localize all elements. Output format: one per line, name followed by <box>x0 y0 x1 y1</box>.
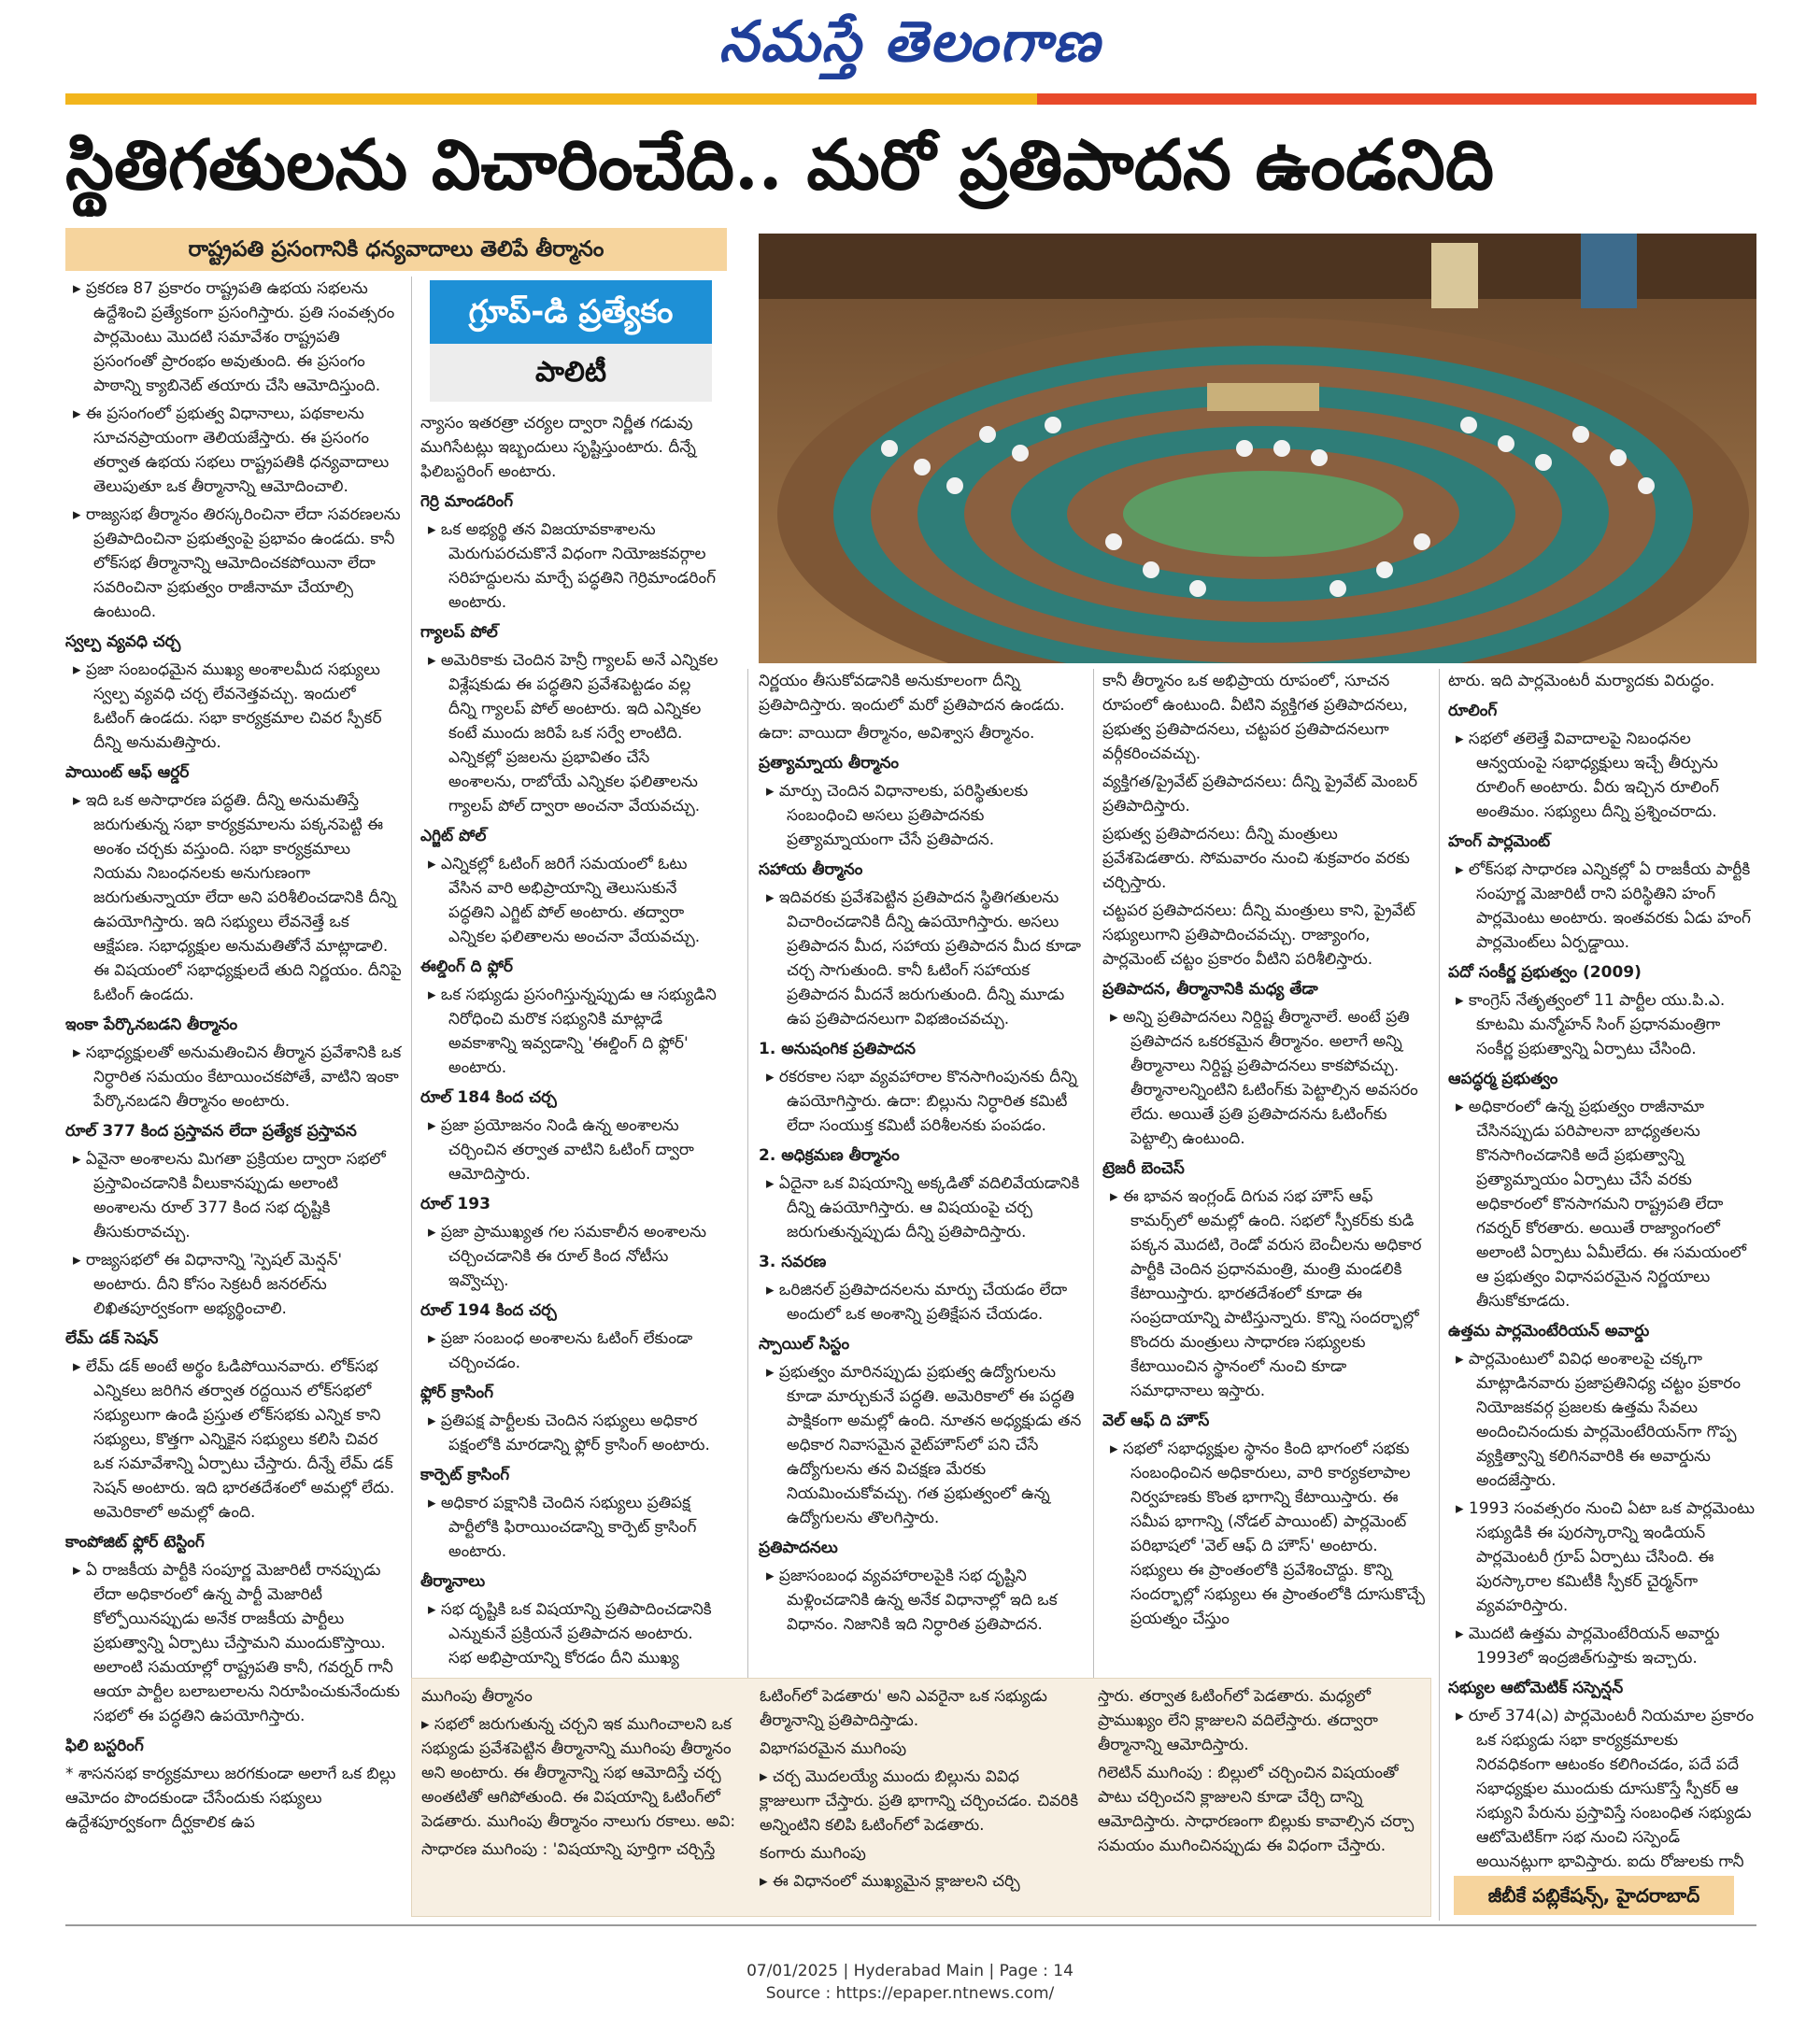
paragraph: ▸ ఏ రాజకీయ పార్టీకి సంపూర్ణ మెజారిటీ రానప్పుడు లేదా అధికారంలో ఉన్న పార్టీ మెజారిటీ కోల్పోయినప్పుడు అనేక రాజకీయ పార్టీలు ప్రభుత్వాన్ని ఏర్పాటు చేస్తామని ముందుకొస్తాయి. అలాంటి సమయాల్లో రాష్ట్రపతి కానీ, గవర్నర్ గానీ ఆయా పార్టీల బలాబలాలను నిరూపించుకునేందుకు సభలో ఈ పద్ధతిని ఉపయోగిస్తారు. <box>73 1561 401 1725</box>
column-5-body <box>1448 669 1756 1872</box>
paragraph: ▸ మార్పు చెందిన విధానాలకు, పరిస్థితులకు సంబంధించి అసలు ప్రతిపాదనకు ప్రత్యామ్నాయంగా చేసే ప్రతిపాదన. <box>766 782 1029 849</box>
subheading: 2. అధిక్రమణ తీర్మానం <box>759 1146 900 1165</box>
paragraph: ▸ ప్రజా సంబంధమైన ముఖ్య అంశాలమీద సభ్యులు స్వల్ప వ్యవధి చర్చ లేవనెత్తవచ్చు. ఇందులో ఓటింగ్ ఉండదు. సభా కార్యక్రమాల చివర స్పీకర్ దీన్ని అనుమతిస్తారు. <box>73 660 382 752</box>
paragraph: ▸ అమెరికాకు చెందిన హెన్రీ గ్యాలప్ అనే ఎన్నికల విశ్లేషకుడు ఈ పద్ధతిని ప్రవేశపెట్టడం వల్ల దీన్ని గ్యాలప్ పోల్ అంటారు. ఇది ఎన్నికల కంటే ముందు జరిపే ఒక సర్వే లాంటిది. ఎన్నికల్లో ప్రజలను ప్రభావితం చేసే అంశాలను, రాబోయే ఎన్నికల ఫలితాలను గ్యాలప్ పోల్ ద్వారా అంచనా వేయవచ్చు. <box>428 651 718 816</box>
subheading: ఉత్తమ పార్లమెంటేరియన్ అవార్డు <box>1448 1322 1650 1341</box>
closure-column-3 <box>1098 1684 1420 1913</box>
banner-title: గ్రూప్-డి ప్రత్యేకం <box>430 280 712 344</box>
subheading: సహాయ తీర్మానం <box>759 860 863 879</box>
bottom-rule <box>65 1924 1756 1926</box>
paragraph: టారు. ఇది పార్లమెంటరీ మర్యాదకు విరుద్ధం. <box>1448 672 1715 690</box>
paragraph: ▸ అన్ని ప్రతిపాదనలు నిర్దిష్ట తీర్మానాలే. అంటే ప్రతి ప్రతిపాదన ఒకరకమైన తీర్మానం. అలాగే అన్ని తీర్మానాలు నిర్దిష్ట ప్రతిపాదనలు కాకపోవచ్చు. తీర్మానాలన్నింటిని ఓటింగ్‌కు పెట్టాల్సిన అవసరం లేదు. అయితే ప్రతి ప్రతిపాదనను ఓటింగ్‌కు పెట్టాల్సి ఉంటుంది. <box>1110 1008 1418 1148</box>
paragraph: ▸ ఈ విధానంలో ముఖ్యమైన క్లాజులని చర్చి <box>760 1872 1020 1891</box>
subheading: స్వల్ప వ్యవధి చర్చ <box>65 632 181 651</box>
paragraph: సాధారణ ముగింపు : 'విషయాన్ని పూర్తిగా చర్చిస్తే <box>421 1840 716 1859</box>
subheading: విభాగపరమైన ముగింపు <box>760 1739 907 1758</box>
footer-source-link[interactable]: Source : https://epaper.ntnews.com/ <box>765 1984 1055 2003</box>
article-column-5 <box>1448 669 1756 1872</box>
paragraph: ▸ సభలో సభాధ్యక్షుల స్థానం కింది భాగంలో సభకు సంబంధించిన అధికారులు, వారి కార్యకలాపాల నిర్వహణకు కొంత భాగాన్ని కేటాయిస్తారు. ఈ సమీప భాగాన్ని (నోడల్ పాయింట్) పార్లమెంట్ పరిభాషలో 'వెల్ ఆఫ్ ది హౌస్' అంటారు. సభ్యులు ఈ ప్రాంతంలోకి ప్రవేశించొద్దు. కొన్ని సందర్భాల్లో సభ్యులు ఈ ప్రాంతంలోకి దూసుకొచ్చే ప్రయత్నం చేస్తుం <box>1110 1440 1426 1628</box>
subheading: రూల్ 193 <box>420 1195 491 1213</box>
article-column-2 <box>420 411 719 1672</box>
subheading: ముగింపు తీర్మానం <box>421 1687 533 1706</box>
column-2-body <box>420 411 719 1672</box>
paragraph: ఓటింగ్‌లో పెడతారు' అని ఎవరైనా ఒక సభ్యుడు తీర్మానాన్ని ప్రతిపాదిస్తాడు. <box>760 1687 1047 1730</box>
column-divider <box>747 669 748 1678</box>
paragraph: ▸ ఒక సభ్యుడు ప్రసంగిస్తున్నప్పుడు ఆ సభ్యుడిని నిరోధించి మరొక సభ్యునికి మాట్లాడే అవకాశాన్ని ఇవ్వడాన్ని 'ఈల్డింగ్ ది ఫ్లోర్' అంటారు. <box>428 986 717 1077</box>
article-column-3 <box>759 669 1086 1673</box>
subheading: తీర్మానాలు <box>420 1572 486 1591</box>
subheading: హంగ్ పార్లమెంట్ <box>1448 832 1551 851</box>
paragraph: ▸ ఈ భావన ఇంగ్లండ్ దిగువ సభ హౌస్ ఆఫ్ కామర్స్‌లో అమల్లో ఉంది. సభలో స్పీకర్‌కు కుడి పక్కన మొదటి, రెండో వరుస బెంచీలను అధికార పార్టీకి చెందిన ప్రధానమంత్రి, మంత్రి మండలికి కేటాయిస్తారు. భారతదేశంలో కూడా ఈ సంప్రదాయాన్ని పాటిస్తున్నారు. కొన్ని సందర్భాల్లో కొందరు మంత్రులు సాధారణ సభ్యులకు కేటాయించిన స్థానంలో నుంచి కూడా సమాధానాలు ఇస్తారు. <box>1110 1187 1422 1400</box>
paragraph: ▸ సభలో తలెత్తే వివాదాలపై నిబంధనల ఆన్వయంపై సభాధ్యక్షులు ఇచ్చే తీర్పును రూలింగ్ అంటారు. వీరు ఇచ్చిన రూలింగ్ అంతిమం. సభ్యులు దీన్ని ప్రశ్నించరాదు. <box>1456 730 1719 821</box>
paragraph: ▸ లేమ్ డక్ అంటే అర్థం ఓడిపోయినవారు. లోక్‌సభ ఎన్నికలు జరిగిన తర్వాత రద్దయిన లోక్‌సభలో సభ్యులుగా ఉండి ప్రస్తుత లోక్‌సభకు ఎన్నిక కాని సభ్యులు, కొత్తగా ఎన్నికైన సభ్యులు కలిసి చివర ఒక సమావేశాన్ని ఏర్పాటు చేస్తారు. దీన్నే లేమ్ డక్ సెషన్ అంటారు. ఇది భారతదేశంలో అమల్లో లేదు. అమెరికాలో అమల్లో ఉంది. <box>73 1357 395 1522</box>
article-column-1 <box>65 277 402 1921</box>
paragraph: ▸ సభాధ్యక్షులతో అనుమతించిన తీర్మాన ప్రవేశానికి ఒక నిర్ధారిత సమయం కేటాయించకపోతే, వాటిని ఇంకా పేర్కొనబడని తీర్మానం అంటారు. <box>73 1043 402 1111</box>
paragraph: ▸ పార్లమెంటులో వివిధ అంశాలపై చక్కగా మాట్లాడినవారు ప్రజాప్రతినిధ్య చట్టం ప్రకారం నియోజకవర్గ ప్రజలకు ఉత్తమ సేవలు అందించినందుకు పార్లమెంటేరియన్‌గా గొప్ప వ్యక్తిత్వాన్ని కలిగినవారికి ఈ అవార్డును అందజేస్తారు. <box>1456 1350 1742 1490</box>
top-rule-accent <box>1037 93 1756 105</box>
section-subheading: రాష్ట్రపతి ప్రసంగానికి ధన్యవాదాలు తెలిపే తీర్మానం <box>65 228 727 271</box>
subheading: సభ్యుల ఆటోమెటిక్ సస్పెన్షన్ <box>1448 1679 1624 1697</box>
paragraph: ▸ ప్రజా సంబంధ అంశాలను ఓటింగ్ లేకుండా చర్చించడం. <box>428 1329 693 1372</box>
paragraph: ▸ ప్రజాసంబంధ వ్యవహారాలపైకి సభ దృష్టిని మళ్లించడానికి ఉన్న అనేక విధానాల్లో ఇది ఒక విధానం. నిజానికి ఇది నిర్ధారిత ప్రతిపాదన. <box>766 1567 1058 1634</box>
subheading: రూల్ 194 కింద చర్చ <box>420 1301 557 1320</box>
paragraph: ▸ రాజ్యసభ తీర్మానం తిరస్కరించినా లేదా సవరణలను ప్రతిపాదించినా ప్రభుత్వంపై ప్రభావం ఉండదు. కానీ లోక్‌సభ తీర్మానాన్ని ఆమోదించకపోయినా లేదా సవరించినా ప్రభుత్వం రాజీనామా చేయాల్సి ఉంటుంది. <box>73 505 401 621</box>
subheading: 1. అనుషంగిక ప్రతిపాదన <box>759 1040 916 1058</box>
paragraph: ▸ ఇదివరకు ప్రవేశపెట్టిన ప్రతిపాదన స్థితిగతులను విచారించడానికి దీన్ని ఉపయోగిస్తారు. అసలు ప్రతిపాదన మీద, సహాయ ప్రతిపాదన మీద కూడా చర్చ సాగుతుంది. కానీ ఓటింగ్ సహాయక ప్రతిపాదన మీదనే జరుగుతుంది. దీన్ని మూడు ఉప ప్రతిపాదనలుగా విభజించవచ్చు. <box>766 888 1082 1029</box>
column-1-body <box>65 277 402 1835</box>
subheading: కాంపోజిట్ ఫ్లోర్ టెస్టింగ్ <box>65 1533 205 1552</box>
article-column-4 <box>1102 669 1429 1673</box>
subheading: కార్పెట్ క్రాసింగ్ <box>420 1466 510 1484</box>
subheading: గెర్రి మాండరింగ్ <box>420 492 513 511</box>
closure-column-1-body <box>421 1684 744 1862</box>
subheading: ఈల్డింగ్ ది ఫ్లోర్ <box>420 958 513 976</box>
paragraph: ▸ ప్రకరణ 87 ప్రకారం రాష్ట్రపతి ఉభయ సభలను ఉద్దేశించి ప్రత్యేకంగా ప్రసంగిస్తారు. ప్రతి సంవత్సరం పార్లమెంటు మొదటి సమావేశం రాష్ట్రపతి ప్రసంగంతో ప్రారంభం అవుతుంది. ఈ ప్రసంగం పాఠాన్ని క్యాబినెట్ తయారు చేసి ఆమోదిస్తుంది. <box>73 279 395 395</box>
column-divider <box>1093 669 1094 1678</box>
paragraph: స్తారు. తర్వాత ఓటింగ్‌లో పెడతారు. మధ్యలో ప్రాముఖ్యం లేని క్లాజులని వదిలేస్తారు. తద్వారా తీర్మానాన్ని ఆమోదిస్తారు. <box>1098 1687 1378 1754</box>
subheading: లేమ్ డక్ సెషన్ <box>65 1329 159 1348</box>
paragraph: ▸ రాజ్యసభలో ఈ విధానాన్ని 'స్పెషల్ మెన్షన్' అంటారు. దీని కోసం సెక్రటరీ జనరల్‌ను లిఖితపూర్వకంగా అభ్యర్థించాలి. <box>73 1251 343 1318</box>
footer-edition-info: 07/01/2025 | Hyderabad Main | Page : 14 <box>746 1962 1074 1980</box>
subheading: స్పాయిల్ సిస్టం <box>759 1335 850 1354</box>
paragraph: ▸ ప్రజా ప్రాముఖ్యత గల సమకాలీన అంశాలను చర్చించడానికి ఈ రూల్ కింద నోటీసు ఇవ్వొచ్చు. <box>428 1223 707 1290</box>
parliament-chamber-illustration <box>759 234 1756 663</box>
paragraph: ▸ చర్చ మొదలయ్యే ముందు బిల్లును వివిధ క్లాజులుగా చేస్తారు. ప్రతి భాగాన్ని చర్చించడం. చివరికి అన్నింటిని కలిపి ఓటింగ్‌లో పెడతారు. <box>760 1767 1079 1835</box>
subheading: రూలింగ్ <box>1448 702 1498 720</box>
paragraph: ▸ ఇది ఒక అసాధారణ పద్ధతి. దీన్ని అనుమతిస్తే జరుగుతున్న సభా కార్యక్రమాలను పక్కనపెట్టి ఈ అంశం చర్చకు వస్తుంది. సభా కార్యక్రమాలు నియమ నిబంధనలకు అనుగుణంగా జరుగుతున్నాయా లేదా అని పరిశీలించడానికి దీన్ని ఉపయోగిస్తారు. ఇది సభ్యులు లేవనెత్తే ఒక ఆక్షేపణ. సభాధ్యక్షుల అనుమతితోనే మాట్లాడాలి. ఈ విషయంలో సభాధ్యక్షులదే తుది నిర్ణయం. దీనిపై ఓటింగ్ ఉండదు. <box>73 791 402 1004</box>
page-footer <box>0 1960 1820 2005</box>
paragraph: ▸ ప్రతిపక్ష పార్టీలకు చెందిన సభ్యులు అధికార పక్షంలోకి మారడాన్ని ఫ్లోర్ క్రాసింగ్ అంటారు. <box>428 1412 710 1454</box>
subheading: పాయింట్ ఆఫ్ ఆర్డర్ <box>65 763 190 782</box>
closure-column-3-body <box>1098 1684 1420 1858</box>
subheading: గ్యాలప్ పోల్ <box>420 623 498 642</box>
column-divider <box>1439 669 1440 1921</box>
subheading: ప్రత్యామ్నాయ తీర్మానం <box>759 754 899 773</box>
parliament-photo <box>759 234 1756 663</box>
closure-column-2-body <box>760 1684 1082 1894</box>
subheading: వెల్ ఆఫ్ ది హౌస్ <box>1102 1412 1210 1430</box>
paragraph: న్యాసం ఇతరత్రా చర్యల ద్వారా నిర్ణీత గడువు ముగిసేటట్లు ఇబ్బందులు సృష్టిస్తుంటారు. దీన్నే ఫిలిబస్టరింగ్ అంటారు. <box>420 414 696 481</box>
paragraph: ▸ సభలో జరుగుతున్న చర్చని ఇక ముగించాలని ఒక సభ్యుడు ప్రవేశపెట్టిన తీర్మానాన్ని ముగింపు తీర్మానం అని అంటారు. ఈ తీర్మానాన్ని సభ ఆమోదిస్తే చర్చ అంతటితో ఆగిపోతుంది. ఈ విషయాన్ని ఓటింగ్‌లో పెడతారు. ముగింపు తీర్మానం నాలుగు రకాలు. అవి: <box>421 1715 736 1831</box>
subheading: ఫిలి బస్టరింగ్ <box>65 1737 144 1755</box>
closure-column-2 <box>760 1684 1082 1913</box>
paragraph: ▸ కాంగ్రెస్ నేతృత్వంలో 11 పార్టీల యు.పి.ఎ. కూటమి మన్మోహన్ సింగ్ ప్రధానమంత్రిగా సంకీర్ణ ప్రభుత్వాన్ని ఏర్పాటు చేసింది. <box>1456 991 1726 1058</box>
subheading: ఆపద్ధర్మ ప్రభుత్వం <box>1448 1070 1558 1088</box>
paragraph: ▸ రూల్ 374(ఎ) పార్లమెంటరీ నియమాల ప్రకారం ఒక సభ్యుడు సభా కార్యక్రమాలకు నిరవధికంగా ఆటంకం కలిగించడం, పదే పదే సభాధ్యక్షుల ముందుకు దూసుకొస్తే స్పీకర్ ఆ సభ్యుని పేరును ప్రస్తావిస్తే సంబంధిత సభ్యుడు ఆటోమెటిక్‌గా సభ నుంచి సస్పెండ్ అయినట్లుగా భావిస్తారు. ఐదు రోజులకు గానీ <box>1456 1707 1755 1871</box>
paragraph: ఉదా: వాయిదా తీర్మానం, అవిశ్వాస తీర్మానం. <box>759 724 1035 743</box>
subheading: రూల్ 184 కింద చర్చ <box>420 1088 557 1107</box>
subheading: ప్రతిపాదన, తీర్మానానికి మధ్య తేడా <box>1102 980 1318 999</box>
paragraph: ▸ ఒక అభ్యర్థి తన విజయావకాశాలను మెరుగుపరచుకొనే విధంగా నియోజకవర్గాల సరిహద్దులను మార్చే పద్ధతిని గెర్రిమాండరింగ్ అంటారు. <box>428 520 717 612</box>
paragraph: ▸ ప్రభుత్వం మారినప్పుడు ప్రభుత్వ ఉద్యోగులను కూడా మార్చుకునే పద్ధతి. అమెరికాలో ఈ పద్ధతి పాక్షికంగా అమల్లో ఉంది. నూతన అధ్యక్షుడు తన అధికార నివాసమైన వైట్‌హౌస్‌లో పని చేసే ఉద్యోగులను తన విచక్షణ మేరకు నియమించుకోవచ్చు. గత ప్రభుత్వంలో ఉన్న ఉద్యోగులను తొలగిస్తారు. <box>766 1363 1082 1527</box>
column-3-body <box>759 669 1086 1637</box>
paragraph: ▸ ఒరిజినల్ ప్రతిపాదనలను మార్పు చేయడం లేదా అందులో ఒక అంశాన్ని ప్రతిక్షేపన చేయడం. <box>766 1281 1068 1324</box>
subheading: ట్రెజరీ బెంచెస్ <box>1102 1159 1185 1178</box>
subheading: పదో సంకీర్ణ ప్రభుత్వం (2009) <box>1448 963 1642 982</box>
paragraph: ▸ సభ దృష్టికి ఒక విషయాన్ని ప్రతిపాదించడానికి ఎన్నుకునే ప్రక్రియనే ప్రతిపాదన అంటారు. సభ అభిప్రాయాన్ని కోరడం దీని ముఖ్య <box>428 1600 712 1667</box>
subheading: 3. సవరణ <box>759 1253 827 1271</box>
paragraph: ▸ ఎన్నికల్లో ఓటింగ్ జరిగే సమయంలో ఓటు వేసిన వారి అభిప్రాయాన్ని తెలుసుకునే పద్ధతిని ఎగ్జిట్ పోల్ అంటారు. తద్వారా ఎన్నికల ఫలితాలను అంచనా వేయవచ్చు. <box>428 855 701 946</box>
section-banner <box>430 280 712 402</box>
paragraph: ▸ లోక్‌సభ సాధారణ ఎన్నికల్లో ఏ రాజకీయ పార్టీకి సంపూర్ణ మెజారిటీ రాని పరిస్థితిని హంగ్ పార్లమెంటు అంటారు. ఇంతవరకు ఏడు హంగ్ పార్లమెంట్‌లు ఏర్పడ్డాయి. <box>1456 860 1751 952</box>
paragraph: గిలెటిన్ ముగింపు : బిల్లులో చర్చించిన విషయంతో పాటు చర్చించని క్లాజులని కూడా చేర్చి దాన్ని ఆమోదిస్తారు. సాధారణంగా బిల్లుకు కావాల్సిన చర్చా సమయం ముగించినప్పుడు ఈ విధంగా చేస్తారు. <box>1098 1764 1415 1855</box>
column-4-body <box>1102 669 1429 1631</box>
paragraph: ▸ ప్రజా ప్రయోజనం నిండి ఉన్న అంశాలను చర్చించిన తర్వాత వాటిని ఓటింగ్ ద్వారా ఆమోదిస్తారు. <box>428 1116 694 1184</box>
paragraph: ▸ ఏదైనా ఒక విషయాన్ని అక్కడితో వదిలివేయడానికి దీన్ని ఉపయోగిస్తారు. ఆ విషయంపై చర్చ జరుగుతున్నప్పుడు దీన్ని ప్రతిపాదిస్తారు. <box>766 1174 1080 1242</box>
masthead-logo: నమస్తే తెలంగాణ <box>718 9 1102 75</box>
closure-column-1 <box>421 1684 744 1913</box>
column-divider <box>411 277 412 1678</box>
paragraph: ▸ ఏవైనా అంశాలను మిగతా ప్రక్రియల ద్వారా సభలో ప్రస్తావించడానికి వీలుకానప్పుడు అలాంటి అంశాలను రూల్ 377 కింద సభ దృష్టికి తీసుకురావచ్చు. <box>73 1150 386 1242</box>
paragraph: నిర్ణయం తీసుకోవడానికి అనుకూలంగా దీన్ని ప్రతిపాదిస్తారు. ఇందులో మరో ప్రతిపాదన ఉండదు. <box>759 672 1065 715</box>
paragraph: ▸ 1993 సంవత్సరం నుంచి ఏటా ఒక పార్లమెంటు సభ్యుడికి ఈ పురస్కారాన్ని ఇండియన్ పార్లమెంటరీ గ్రూప్ ఏర్పాటు చేసింది. ఈ పురస్కారాల కమిటీకి స్పీకర్ చైర్మన్‌గా వ్యవహరిస్తారు. <box>1456 1499 1755 1615</box>
paragraph: ▸ అధికార పక్షానికి చెందిన సభ్యులు ప్రతిపక్ష పార్టీలోకి ఫిరాయించడాన్ని కార్పెట్ క్రాసింగ్ అంటారు. <box>428 1494 697 1561</box>
paragraph: * శాసనసభ కార్యక్రమాలు జరగకుండా అలాగే ఒక బిల్లు ఆమోదం పొందకుండా చేసేందుకు సభ్యులు ఉద్దేశపూర్వకంగా దీర్ఘకాలిక ఉప <box>65 1765 396 1832</box>
publisher-credit: జీబీకే పబ్లికేషన్స్, హైదరాబాద్ <box>1454 1876 1734 1915</box>
paragraph: ప్రభుత్వ ప్రతిపాదనలు: దీన్ని మంత్రులు ప్రవేశపెడతారు. సోమవారం నుంచి శుక్రవారం వరకు చర్చిస్తారు. <box>1102 825 1410 892</box>
subheading: కంగారు ముగింపు <box>760 1844 866 1863</box>
banner-subject: పాలిటీ <box>430 344 712 402</box>
paragraph: ▸ మొదటి ఉత్తమ పార్లమెంటేరియన్ అవార్డు 1993లో ఇంద్రజిత్‌గుప్తాకు ఇచ్చారు. <box>1456 1625 1720 1667</box>
closure-motions-box <box>411 1678 1431 1917</box>
paragraph: ▸ రకరకాల సభా వ్యవహారాల కొనసాగింపునకు దీన్ని ఉపయోగిస్తారు. ఉదా: బిల్లును నిర్ధారిత కమిటీ లేదా సంయుక్త కమిటీ పరిశీలనకు పంపడం. <box>766 1068 1077 1135</box>
subheading: రూల్ 377 కింద ప్రస్తావన లేదా ప్రత్యేక ప్రస్తావన <box>65 1122 357 1141</box>
paragraph: కానీ తీర్మానం ఒక అభిప్రాయ రూపంలో, సూచన రూపంలో ఉంటుంది. వీటిని వ్యక్తిగత ప్రతిపాదనలు, ప్రభుత్వ ప్రతిపాదనలు, చట్టపర ప్రతిపాదనలుగా వర్గీకరించవచ్చు. <box>1102 672 1408 763</box>
paragraph: చట్టపర ప్రతిపాదనలు: దీన్ని మంత్రులు కాని, ప్రైవేట్ సభ్యులుగాని ప్రతిపాదించవచ్చు. రాజ్యాంగం, పార్లమెంట్ చట్టం ప్రకారం వీటిని పరిశీలిస్తారు. <box>1102 901 1415 969</box>
subheading: ఫ్లోర్ క్రాసింగ్ <box>420 1383 493 1402</box>
subheading: ఎగ్జిట్ పోల్ <box>420 827 487 845</box>
headline: స్థితిగతులను విచారించేది.. మరో ప్రతిపాదన ఉండనిది <box>65 125 1495 206</box>
subheading: ప్రతిపాదనలు <box>759 1539 838 1557</box>
paragraph: వ్యక్తిగత/ప్రైవేట్ ప్రతిపాదనలు: దీన్ని ప్రైవేట్ మెంబర్ ప్రతిపాదిస్తారు. <box>1102 773 1418 816</box>
subheading: ఇంకా పేర్కొనబడని తీర్మానం <box>65 1015 238 1034</box>
paragraph: ▸ ఈ ప్రసంగంలో ప్రభుత్వ విధానాలు, పథకాలను సూచనప్రాయంగా తెలియజేస్తారు. ఈ ప్రసంగం తర్వాత ఉభయ సభలు రాష్ట్రపతికి ధన్యవాదాలు తెలుపుతూ ఒక తీర్మానాన్ని ఆమోదించాలి. <box>73 404 390 496</box>
paragraph: ▸ అధికారంలో ఉన్న ప్రభుత్వం రాజీనామా చేసినప్పుడు పరిపాలనా బాధ్యతలను కొనసాగించడానికి అదే ప్రభుత్వాన్ని ప్రత్యామ్నాయం ఏర్పాటు చేసే వరకు అధికారంలో కొనసాగమని రాష్ట్రపతి లేదా గవర్నర్ కోరతారు. అయితే రాజ్యాంగంలో అలాంటి ఏర్పాటు ఏమీలేదు. ఈ సమయంలో ఆ ప్రభుత్వం విధానపరమైన నిర్ణయాలు తీసుకోకూడదు. <box>1456 1098 1747 1311</box>
